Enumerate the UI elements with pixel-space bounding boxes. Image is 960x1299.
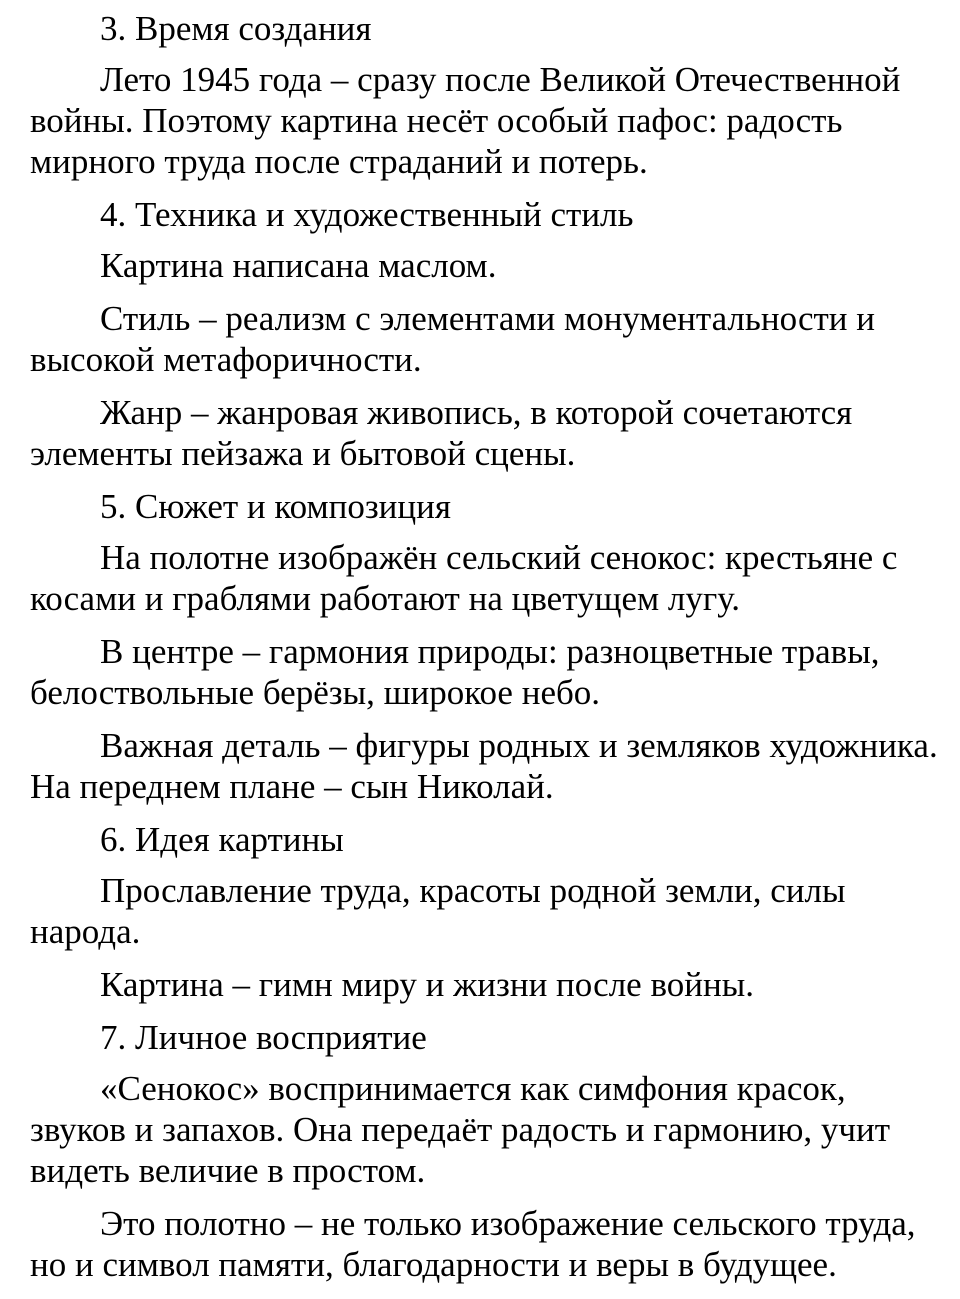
section-heading-perception: 7. Личное восприятие bbox=[100, 1018, 427, 1057]
paragraph-detail: Важная деталь – фигуры родных и земляков художника. На переднем плане – сын Николай. bbox=[30, 726, 938, 806]
paragraph-center: В центре – гармония природы: разноцветные травы, белоствольные берёзы, широкое небо. bbox=[30, 632, 880, 712]
section-heading-plot-composition: 5. Сюжет и композиция bbox=[100, 487, 451, 526]
section-heading-creation-time: 3. Время создания bbox=[100, 9, 372, 48]
paragraph-creation-time: Лето 1945 года – сразу после Великой Отечественной войны. Поэтому картина несёт особый пафос: радость мирного труда после страданий и потерь. bbox=[30, 60, 901, 181]
section-heading-technique-style: 4. Техника и художественный стиль bbox=[100, 195, 634, 234]
paragraph-perception: «Сенокос» воспринимается как симфония красок, звуков и запахов. Она передаёт радость и гармонию, учит видеть величие в простом. bbox=[30, 1069, 891, 1190]
paragraph-conclusion: Это полотно – не только изображение сельского труда, но и символ памяти, благодарности и веры в будущее. bbox=[30, 1204, 916, 1284]
paragraph-plot: На полотне изображён сельский сенокос: крестьяне с косами и граблями работают на цветущем лугу. bbox=[30, 538, 898, 618]
section-heading-idea: 6. Идея картины bbox=[100, 820, 344, 859]
paragraph-idea: Прославление труда, красоты родной земли, силы народа. bbox=[30, 871, 846, 951]
paragraph-hymn: Картина – гимн миру и жизни после войны. bbox=[100, 965, 754, 1004]
paragraph-style: Стиль – реализм с элементами монументальности и высокой метафоричности. bbox=[30, 299, 876, 379]
paragraph-genre: Жанр – жанровая живопись, в которой сочетаются элементы пейзажа и бытовой сцены. bbox=[30, 393, 853, 473]
paragraph-technique: Картина написана маслом. bbox=[100, 246, 497, 285]
